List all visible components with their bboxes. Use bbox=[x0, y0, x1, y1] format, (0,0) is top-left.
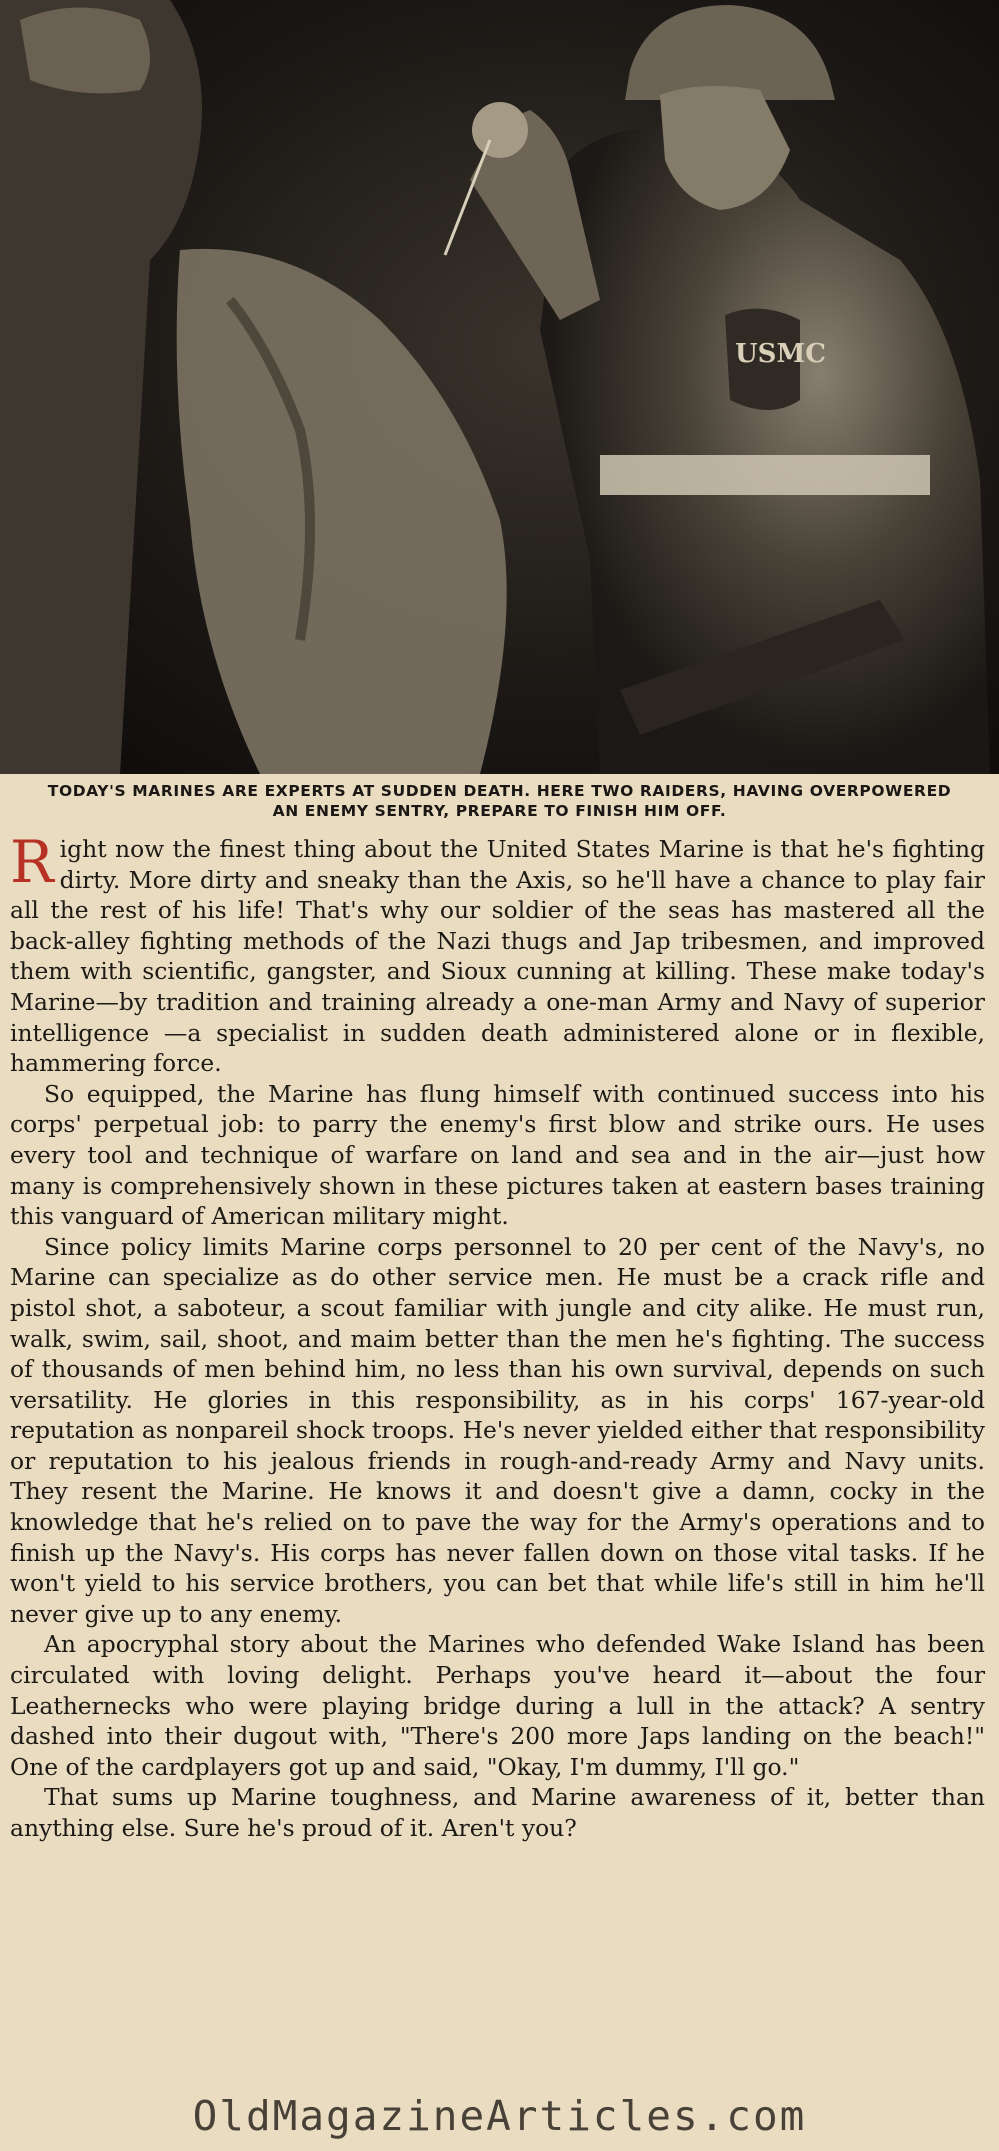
paragraph-2: So equipped, the Marine has flung himself with continued success into his corps' perpetual job: to parry the enemy's first blow and strike ours. He uses every tool and technique of warfare on land and sea and in the air—just how many is comprehensively shown in these pictures taken at eastern bases training this vanguard of American military might. bbox=[10, 1079, 985, 1231]
paragraph-5: That sums up Marine toughness, and Marine awareness of it, better than anything else. Sure he's proud of it. Aren't you? bbox=[10, 1783, 985, 1842]
paragraph-4: An apocryphal story about the Marines who defended Wake Island has been circulated with loving delight. Perhaps you've heard it—about the four Leathernecks who were playing bridge during a lull in the attack? A sentry dashed into their dugout with, "There's 200 more Japs landing on the beach!" One of the cardplayers got up and said, "Okay, I'm dummy, I'll go." bbox=[10, 1630, 985, 1781]
caption-line-2: AN ENEMY SENTRY, PREPARE TO FINISH HIM OFF. bbox=[272, 802, 727, 820]
drop-cap: R bbox=[10, 828, 54, 896]
article-body bbox=[10, 828, 985, 1844]
paragraph-1-text: ight now the finest thing about the United States Marine is that he's fighting dirty. More dirty and sneaky than the Axis, so he'll have a chance to play fair all the rest of his life! That's why our soldier of the seas has mastered all the back-alley fighting methods of the Nazi thugs and Jap tribesmen, and improved them with scientific, gangster, and Sioux cunning at killing. These make today's Marine—by tradition and training already a one-man Army and Navy of superior intelligence —a specialist in sudden death administered alone or in flexible, hammering force. bbox=[10, 835, 985, 1078]
uniform-patch-text: USMC bbox=[735, 339, 826, 369]
photo-caption bbox=[0, 781, 999, 821]
site-watermark: OldMagazineArticles.com bbox=[192, 2092, 807, 2140]
paragraph-3: Since policy limits Marine corps personnel to 20 per cent of the Navy's, no Marine can specialize as do other service men. He must be a crack rifle and pistol shot, a saboteur, a scout familiar with jungle and city alike. He must run, walk, swim, sail, shoot, and maim better than the men he's fighting. The success of thousands of men behind him, no less than his own survival, depends on such versatility. He glories in this responsibility, as in his corps' 167-year-old reputation as nonpareil shock troops. He's never yielded either that responsibility or reputation to his jealous friends in rough-and-ready Army and Navy units. They resent the Marine. He knows it and doesn't give a damn, cocky in the knowledge that he's relied on to pave the way for the Army's operations and to finish up the Navy's. His corps has never fallen down on those vital tasks. If he won't yield to his service brothers, you can bet that while life's still in him he'll never give up to any enemy. bbox=[10, 1232, 985, 1628]
photo-illustration bbox=[0, 0, 999, 774]
photograph-marines bbox=[0, 0, 999, 774]
caption-line-1: TODAY'S MARINES ARE EXPERTS AT SUDDEN DEATH. HERE TWO RAIDERS, HAVING OVERPOWERED bbox=[47, 782, 952, 800]
paragraph-1 bbox=[10, 828, 985, 1079]
